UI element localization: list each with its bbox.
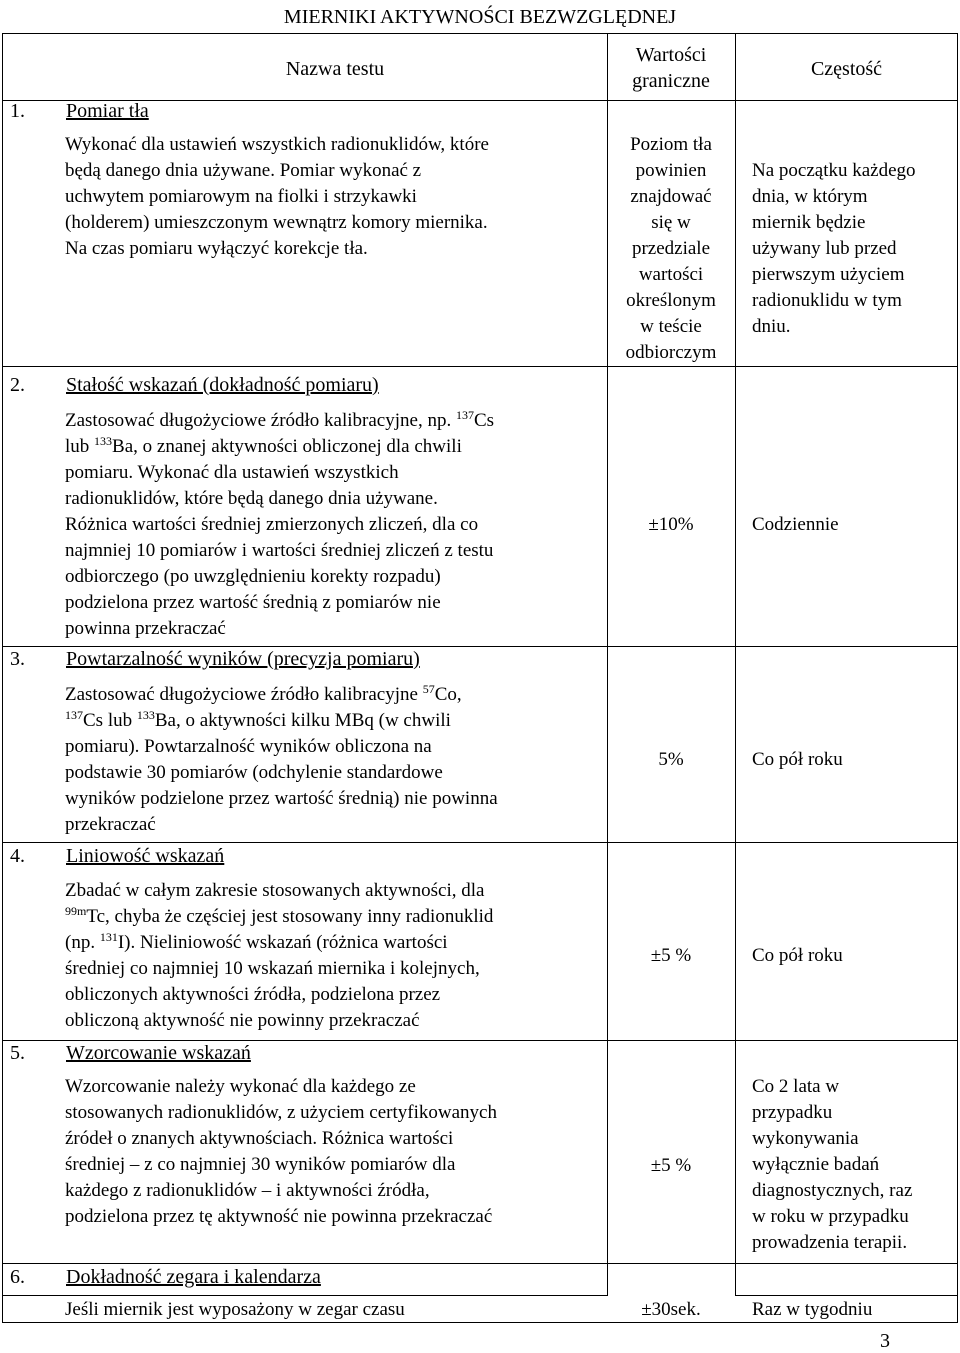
- isotope-mass-number: 57: [422, 682, 435, 696]
- section-name: Stałość wskazań (dokładność pomiaru): [66, 374, 379, 396]
- text-line: radionuklidów, które będą danego dnia używane.: [65, 488, 438, 509]
- section-5-description: [65, 1074, 605, 1230]
- text-line: odbiorczego (po uwzględnieniu korekty rozpadu): [65, 566, 441, 587]
- section-3-limit-value: 5%: [658, 749, 684, 770]
- text-fragment: (np.: [65, 932, 100, 953]
- text-line: uchwytem pomiarowym na fiolki i strzykawki: [65, 186, 417, 207]
- section-number: 6.: [10, 1266, 25, 1288]
- section-number: 2.: [10, 374, 25, 396]
- text-line: powinien: [635, 160, 707, 181]
- text-line: średniej – z co najmniej 30 wyników pomiarów dla: [65, 1154, 456, 1175]
- text-line: radionuklidu w tym: [752, 290, 902, 311]
- row-divider-1: [2, 366, 958, 367]
- header-limit-values: [608, 42, 734, 94]
- text-line: dniu.: [752, 316, 791, 337]
- text-fragment: Zastosować długożyciowe źródło kalibracyjne: [65, 684, 423, 705]
- text-line: [65, 930, 605, 956]
- section-2-frequency: Codziennie: [752, 514, 839, 535]
- text-line: w teście: [640, 316, 702, 337]
- row-divider-5: [2, 1263, 958, 1264]
- text-line: [65, 408, 605, 434]
- text-fragment: Co,: [434, 684, 462, 705]
- text-line: pomiaru. Wykonać dla ustawień wszystkich: [65, 462, 399, 483]
- text-line: [65, 708, 605, 734]
- isotope-mass-number: 99m: [65, 904, 87, 918]
- text-line: będą danego dnia używane. Pomiar wykonać z: [65, 160, 422, 181]
- section-3-frequency: Co pół roku: [752, 749, 843, 770]
- text-fragment: Ba, o znanej aktywności obliczonej dla chwili: [112, 436, 462, 457]
- text-line: dnia, w którym: [752, 186, 868, 207]
- text-line: podzielona przez tę aktywność nie powinna przekraczać: [65, 1206, 493, 1227]
- text-line: wykonywania: [752, 1128, 859, 1149]
- section-4-heading: [10, 845, 224, 868]
- isotope-mass-number: 131: [99, 930, 118, 944]
- text-line: odbiorczym: [625, 342, 717, 363]
- text-fragment: I). Nieliniowość wskazań (różnica wartości: [117, 932, 448, 953]
- isotope-mass-number: 137: [455, 408, 474, 422]
- section-number: 4.: [10, 845, 25, 867]
- section-name: Powtarzalność wyników (precyzja pomiaru): [66, 648, 420, 670]
- text-line: Wykonać dla ustawień wszystkich radionuklidów, które: [65, 134, 489, 155]
- section-number: 3.: [10, 648, 25, 670]
- section-3-heading: [10, 648, 420, 671]
- section-3-description: [65, 682, 605, 838]
- text-line: używany lub przed: [752, 238, 897, 259]
- section-2-heading: [10, 374, 379, 397]
- text-line: [65, 682, 605, 708]
- text-line: Poziom tła: [630, 134, 712, 155]
- table-top-border: [2, 33, 958, 34]
- section-2-limit-value: ±10%: [648, 514, 694, 535]
- column-divider-frequency: [735, 33, 736, 1295]
- section-1-heading: [10, 100, 149, 123]
- section-1-limit-value: [608, 132, 734, 366]
- text-fragment: Cs lub: [83, 710, 137, 731]
- text-line: najmniej 10 pomiarów i wartości średniej zliczeń z testu: [65, 540, 494, 561]
- header-frequency: Częstość: [810, 58, 883, 80]
- text-line: określonym: [626, 290, 716, 311]
- section-6-description: Jeśli miernik jest wyposażony w zegar czasu: [65, 1299, 405, 1320]
- section-2-description: [65, 408, 605, 642]
- text-fragment: Cs: [473, 410, 495, 431]
- text-line: każdego z radionuklidów – i aktywności źródła,: [65, 1180, 430, 1201]
- header-test-name: Nazwa testu: [285, 58, 385, 80]
- text-line: Na początku każdego: [752, 160, 916, 181]
- header-limit-values-line2: graniczne: [632, 70, 710, 92]
- text-line: powinna przekraczać: [65, 618, 226, 639]
- text-line: Zbadać w całym zakresie stosowanych aktywności, dla: [65, 880, 485, 901]
- row-divider-3: [2, 842, 958, 843]
- text-line: wyników podzielone przez wartość średnią) nie powinna: [65, 788, 498, 809]
- section-6-frequency: Raz w tygodniu: [752, 1299, 873, 1320]
- text-line: pomiaru). Powtarzalność wyników obliczona na: [65, 736, 432, 757]
- table-right-border: [957, 33, 958, 1323]
- text-line: Co 2 lata w: [752, 1076, 840, 1097]
- text-fragment: Tc, chyba że częściej jest stosowany inny radionuklid: [86, 906, 494, 927]
- isotope-mass-number: 133: [94, 434, 113, 448]
- section-name: Pomiar tła: [66, 100, 149, 122]
- section-name: Liniowość wskazań: [66, 845, 225, 867]
- text-line: obliczonych aktywności źródła, podzielona przez: [65, 984, 441, 1005]
- section-number: 1.: [10, 100, 25, 122]
- section-4-frequency: Co pół roku: [752, 945, 843, 966]
- section-6-heading: [10, 1266, 321, 1289]
- section-name: Wzorcowanie wskazań: [66, 1042, 251, 1064]
- text-line: przekraczać: [65, 814, 156, 835]
- section-6-limit-value: ±30sek.: [641, 1299, 701, 1320]
- text-line: [65, 904, 605, 930]
- section-4-description: [65, 878, 605, 1034]
- isotope-mass-number: 137: [65, 708, 83, 722]
- text-line: wartości: [638, 264, 704, 285]
- section-1-frequency: [752, 158, 957, 340]
- text-line: się w: [651, 212, 691, 233]
- text-line: przypadku: [752, 1102, 833, 1123]
- header-limit-values-line1: Wartości: [635, 44, 707, 66]
- text-fragment: lub: [65, 436, 95, 457]
- text-line: Na czas pomiaru wyłączyć korekcje tła.: [65, 238, 368, 259]
- text-line: miernik będzie: [752, 212, 866, 233]
- text-fragment: Zastosować długożyciowe źródło kalibracyjne, np.: [65, 410, 456, 431]
- section-number: 5.: [10, 1042, 25, 1064]
- text-line: diagnostycznych, raz: [752, 1180, 913, 1201]
- text-line: przedziale: [631, 238, 711, 259]
- isotope-mass-number: 133: [136, 708, 155, 722]
- text-line: podzielona przez wartość średnią z pomiarów nie: [65, 592, 441, 613]
- page-title: MIERNIKI AKTYWNOŚCI BEZWZGLĘDNEJ: [283, 6, 677, 28]
- row-divider-6b: [735, 1295, 957, 1296]
- text-line: obliczoną aktywność nie powinny przekraczać: [65, 1010, 420, 1031]
- text-line: w roku w przypadku: [752, 1206, 909, 1227]
- text-line: wyłącznie badań: [752, 1154, 880, 1175]
- section-1-description: [65, 132, 605, 262]
- text-line: [65, 434, 605, 460]
- text-line: pierwszym użyciem: [752, 264, 905, 285]
- section-5-limit-value: ±5 %: [650, 1155, 692, 1176]
- page-number: 3: [880, 1330, 890, 1352]
- text-line: średniej co najmniej 10 wskazań miernika i kolejnych,: [65, 958, 480, 979]
- section-5-heading: [10, 1042, 251, 1065]
- row-divider-6a: [2, 1295, 608, 1296]
- section-4-limit-value: ±5 %: [650, 945, 692, 966]
- text-line: (holderem) umieszczonym wewnątrz komory miernika.: [65, 212, 488, 233]
- section-5-frequency: [752, 1074, 957, 1256]
- text-line: źródeł o znanych aktywnościach. Różnica wartości: [65, 1128, 454, 1149]
- text-line: prowadzenia terapii.: [752, 1232, 908, 1253]
- section-name: Dokładność zegara i kalendarza: [66, 1266, 321, 1288]
- text-line: podstawie 30 pomiarów (odchylenie standardowe: [65, 762, 443, 783]
- table-left-border: [2, 33, 3, 1323]
- text-line: Wzorcowanie należy wykonać dla każdego ze: [65, 1076, 416, 1097]
- text-line: znajdować: [630, 186, 712, 207]
- text-line: Różnica wartości średniej zmierzonych zliczeń, dla co: [65, 514, 479, 535]
- row-divider-2: [2, 646, 958, 647]
- text-line: stosowanych radionuklidów, z użyciem certyfikowanych: [65, 1102, 497, 1123]
- row-divider-4: [2, 1040, 958, 1041]
- text-fragment: Ba, o aktywności kilku MBq (w chwili: [154, 710, 451, 731]
